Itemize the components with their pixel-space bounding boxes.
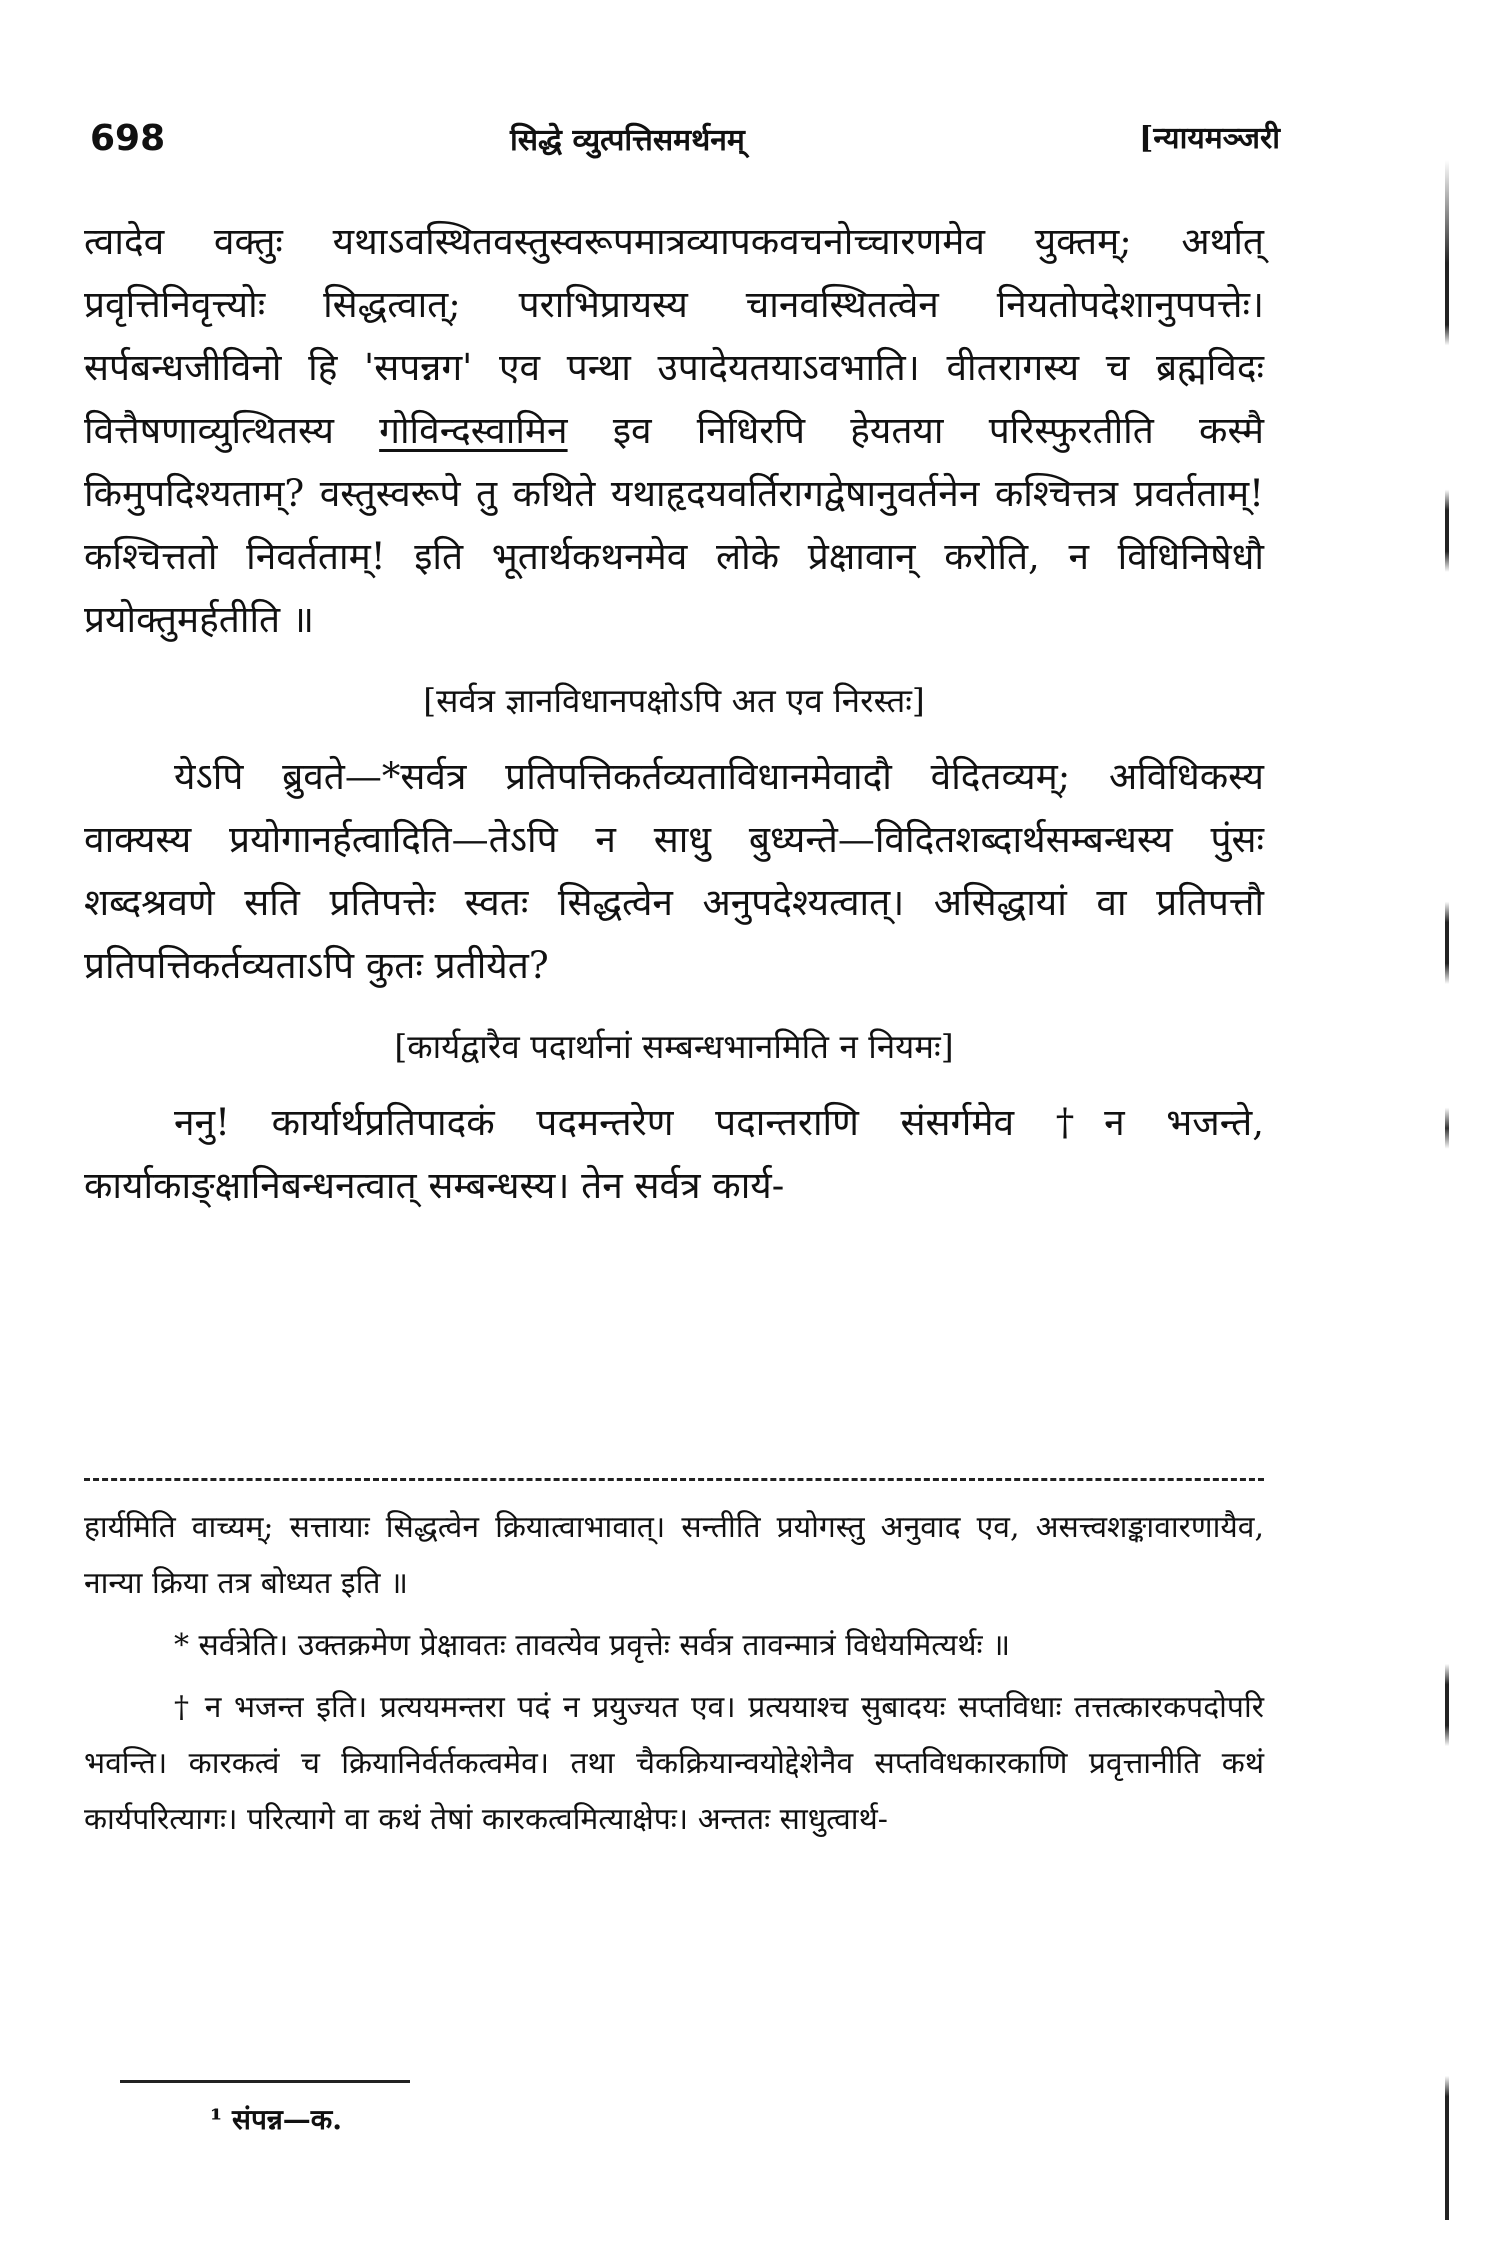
main-text (84, 210, 1264, 1217)
commentary-note-3: † न भजन्त इति। प्रत्ययमन्तरा पदं न प्रयुज्यत एव। प्रत्ययाश्च सुबादयः सप्तविधाः तत्तत्कारकपदोपरि भवन्ति। कारकत्वं च क्रियानिर्वर्तकत्वमेव। तथा चैकक्रियान्वयोद्देशेनैव सप्तविधकारकाणि प्रवृत्तानीति कथं कार्यपरित्यागः। परित्यागे वा कथं तेषां कारकत्वमित्याक्षेपः। अन्ततः साधुत्वार्थ- (84, 1690, 1264, 1837)
paragraph-1-text: त्वादेव वक्तुः यथाऽवस्थितवस्तुस्वरूपमात्रव्यापकवचनोच्चारणमेव युक्तम्; अर्थात् प्रवृत्तिनिवृत्त्योः सिद्धत्वात्; पराभिप्रायस्य चानवस्थितत्वेन नियतोपदेशानुपपत्तेः। सर्पबन्धजीविनो हि 'सपन्नग' एव पन्था उपादेयतयाऽवभाति। वीतरागस्य च ब्रह्मविदः वित्तैषणाव्युत्थितस्य (84, 220, 1264, 452)
section-heading-2: [कार्यद्वारैव पदार्थानां सम्बन्धभानमिति न नियमः] (394, 1027, 954, 1066)
paragraph-3: ननु! कार्यार्थप्रतिपादकं पदमन्तरेण पदान्तराणि संसर्गमेव †न भजन्ते, कार्याकाङ्क्षानिबन्धनत्वात् सम्बन्धस्य। तेन सर्वत्र कार्य- (84, 1101, 1264, 1207)
commentary-divider (84, 1478, 1264, 1481)
book-title: [न्यायमञ्जरी (1139, 121, 1280, 156)
paragraph-1 (84, 210, 1264, 651)
running-title: सिद्धे व्युत्पत्तिसमर्थनम् (510, 123, 745, 158)
page-header (90, 112, 1280, 172)
underlined-name: गोविन्दस्वामिन (379, 409, 568, 452)
footnote-divider (120, 2080, 410, 2083)
commentary-note-2: * सर्वत्रेति। उक्तक्रमेण प्रेक्षावतः तावत्येव प्रवृत्तेः सर्वत्र तावन्मात्रं विधेयमित्यर्थः ॥ (174, 1628, 1011, 1663)
paragraph-1-rest: इव निधिरपि हेयतया परिस्फुरतीति कस्मै किमुपदिश्यताम्? वस्तुस्वरूपे तु कथिते यथाहृदयवर्तिरागद्वेषानुवर्तनेन कश्चित्तत्र प्रवर्तताम्! कश्चित्ततो निवर्तताम्! इति भूतार्थकथनमेव लोके प्रेक्षावान् करोति, न विधिनिषेधौ प्रयोक्तुमर्हतीति ॥ (84, 409, 1264, 641)
scan-edge-shadow (1445, 160, 1449, 2220)
section-heading-1: [सर्वत्र ज्ञानविधानपक्षोऽपि अत एव निरस्तः] (423, 681, 925, 720)
page-number: 698 (90, 118, 166, 159)
paragraph-2: येऽपि ब्रुवते—*सर्वत्र प्रतिपत्तिकर्तव्यताविधानमेवादौ वेदितव्यम्; अविधिकस्य वाक्यस्य प्रयोगानर्हत्वादिति—तेऽपि न साधु बुध्यन्ते—विदितशब्दार्थसम्बन्धस्य पुंसः शब्दश्रवणे सति प्रतिपत्तेः स्वतः सिद्धत्वेन अनुपदेश्यत्वात्। असिद्धायां वा प्रतिपत्तौ प्रतिपत्तिकर्तव्यताऽपि कुतः प्रतीयेत? (84, 755, 1264, 987)
commentary-note-1: हार्यमिति वाच्यम्; सत्तायाः सिद्धत्वेन क्रियात्वाभावात्। सन्तीति प्रयोगस्तु अनुवाद एव, असत्त्वशङ्कावारणायैव, नान्या क्रिया तत्र बोध्यत इति ॥ (84, 1510, 1264, 1601)
commentary (84, 1500, 1264, 1854)
footnote: ¹ संपन्न—क. (210, 2103, 343, 2136)
